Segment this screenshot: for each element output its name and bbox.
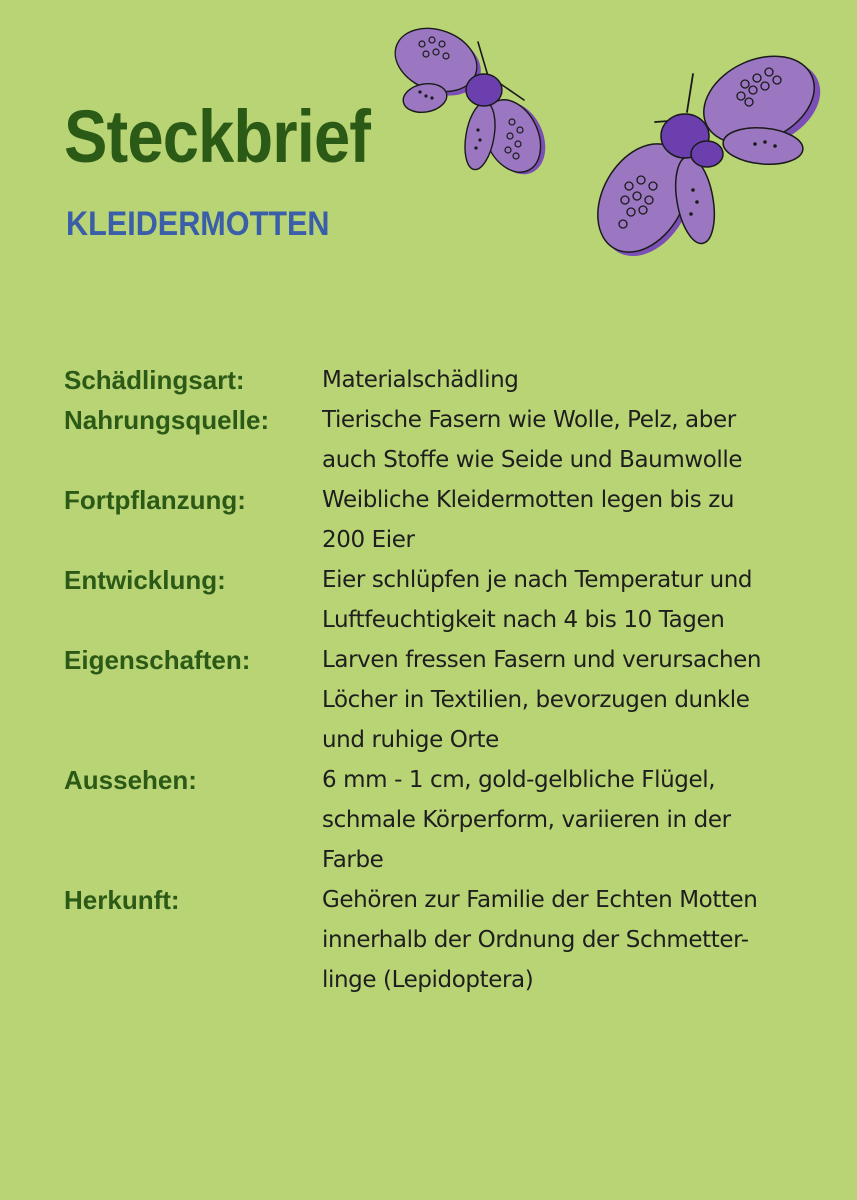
fact-value-line: Gehören zur Familie der Echten Motten [322, 887, 758, 913]
fact-value-line: Luftfeuchtigkeit nach 4 bis 10 Tagen [322, 607, 725, 633]
fact-value-line: Materialschädling [322, 367, 519, 393]
fact-value-line: und ruhige Orte [322, 727, 499, 753]
moth-illustration [392, 18, 552, 178]
fact-value-line: linge (Lepidoptera) [322, 967, 534, 993]
fact-row [64, 760, 804, 880]
fact-value-line: Eier schlüpfen je nach Temperatur und [322, 567, 753, 593]
fact-value-line: auch Stoffe wie Seide und Baumwolle [322, 447, 743, 473]
fact-label: Fortpflanzung: [64, 485, 246, 515]
fact-row [64, 640, 804, 760]
fact-label: Aussehen: [64, 765, 197, 795]
fact-row [64, 400, 804, 480]
fact-row [64, 360, 804, 400]
fact-row [64, 560, 804, 640]
fact-value [322, 480, 792, 560]
fact-value [322, 640, 792, 760]
facts-list [64, 360, 804, 1000]
fact-label: Herkunft: [64, 885, 180, 915]
fact-value-line: Farbe [322, 847, 384, 873]
fact-value-line: Larven fressen Fasern und verursachen [322, 647, 762, 673]
fact-value [322, 400, 792, 480]
fact-row [64, 880, 804, 1000]
fact-value-line: Tierische Fasern wie Wolle, Pelz, aber [322, 407, 736, 433]
fact-value-line: 200 Eier [322, 527, 415, 553]
fact-value [322, 760, 792, 880]
fact-value-line: schmale Körperform, variieren in der [322, 807, 731, 833]
fact-value-line: 6 mm - 1 cm, gold-gelbliche Flügel, [322, 767, 716, 793]
moth-illustration [595, 40, 825, 265]
fact-value [322, 880, 792, 1000]
fact-row [64, 480, 804, 560]
page-title: Steckbrief [64, 95, 371, 178]
fact-label: Nahrungsquelle: [64, 405, 270, 435]
fact-value-line: innerhalb der Ordnung der Schmetter- [322, 927, 749, 953]
fact-value [322, 360, 792, 400]
fact-value [322, 560, 792, 640]
fact-label: Eigenschaften: [64, 645, 251, 675]
fact-label: Entwicklung: [64, 565, 226, 595]
fact-value-line: Weibliche Kleidermotten legen bis zu [322, 487, 735, 513]
fact-value-line: Löcher in Textilien, bevorzugen dunkle [322, 687, 750, 713]
fact-label: Schädlingsart: [64, 365, 245, 395]
page-subtitle: KLEIDERMOTTEN [66, 205, 330, 243]
